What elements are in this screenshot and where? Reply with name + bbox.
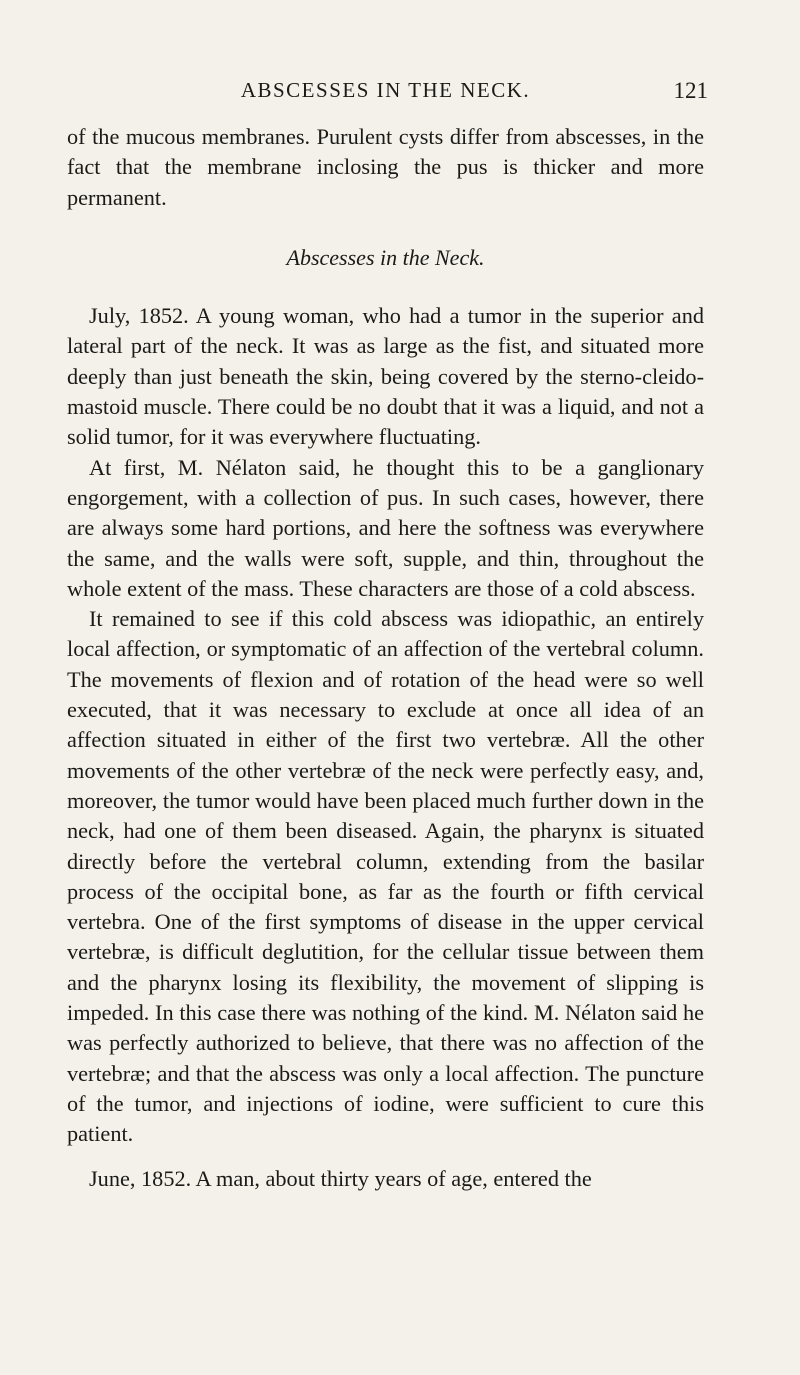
section-title: Abscesses in the Neck. [286,244,485,270]
paragraph-nelaton-diagnosis: At first, M. Nélaton said, he thought this to be a ganglionary engorgement, with a collection of pus. In such cases, however, there are always some hard portions, and here the softness was everywhere the same, and the walls were soft, supple, and thin, throughout the whole extent of the mass. These characters are those of a cold abscess. [67,454,704,601]
paragraph-continuation: of the mucous membranes. Purulent cysts differ from abscesses, in the fact that the membrane inclosing the pus is thicker and more permanent. [67,124,704,210]
paragraph-case-june: June, 1852. A man, about thirty years of age, entered the [89,1165,592,1191]
body-text [67,122,704,1194]
page-header [67,78,708,122]
page-number: 121 [673,78,708,103]
running-head: ABSCESSES IN THE NECK. [240,78,531,102]
paragraph-idiopathic-discussion: It remained to see if this cold abscess was idiopathic, an entirely local affection, or symptomatic of an affection of the vertebral column. The movements of flexion and of rotation of the head were so well executed, that it was necessary to exclude at once all idea of an affection situated in either of the first two vertebræ. All the other movements of the other vertebræ of the neck were perfectly easy, and, moreover, the tumor would have been placed much further down in the neck, had one of them been diseased. Again, the pharynx is situated directly before the vertebral column, extending from the basilar process of the occipital bone, as far as the fourth or fifth cervical vertebra. One of the first symptoms of disease in the upper cervical vertebræ, is difficult deglutition, for the cellular tissue between them and the pharynx losing its flexibility, the movement of slipping is impeded. In this case there was nothing of the kind. M. Nélaton said he was perfectly authorized to believe, that there was no affection of the vertebræ; and that the abscess was only a local affection. The puncture of the tumor, and injections of iodine, were sufficient to cure this patient. [67,606,704,1147]
paragraph-case-july: July, 1852. A young woman, who had a tumor in the superior and lateral part of the neck. It was as large as the fist, and situated more deeply than just beneath the skin, being covered by the sterno-cleido-mastoid muscle. There could be no doubt that it was a liquid, and not a solid tumor, for it was everywhere fluctuating. [67,303,704,450]
